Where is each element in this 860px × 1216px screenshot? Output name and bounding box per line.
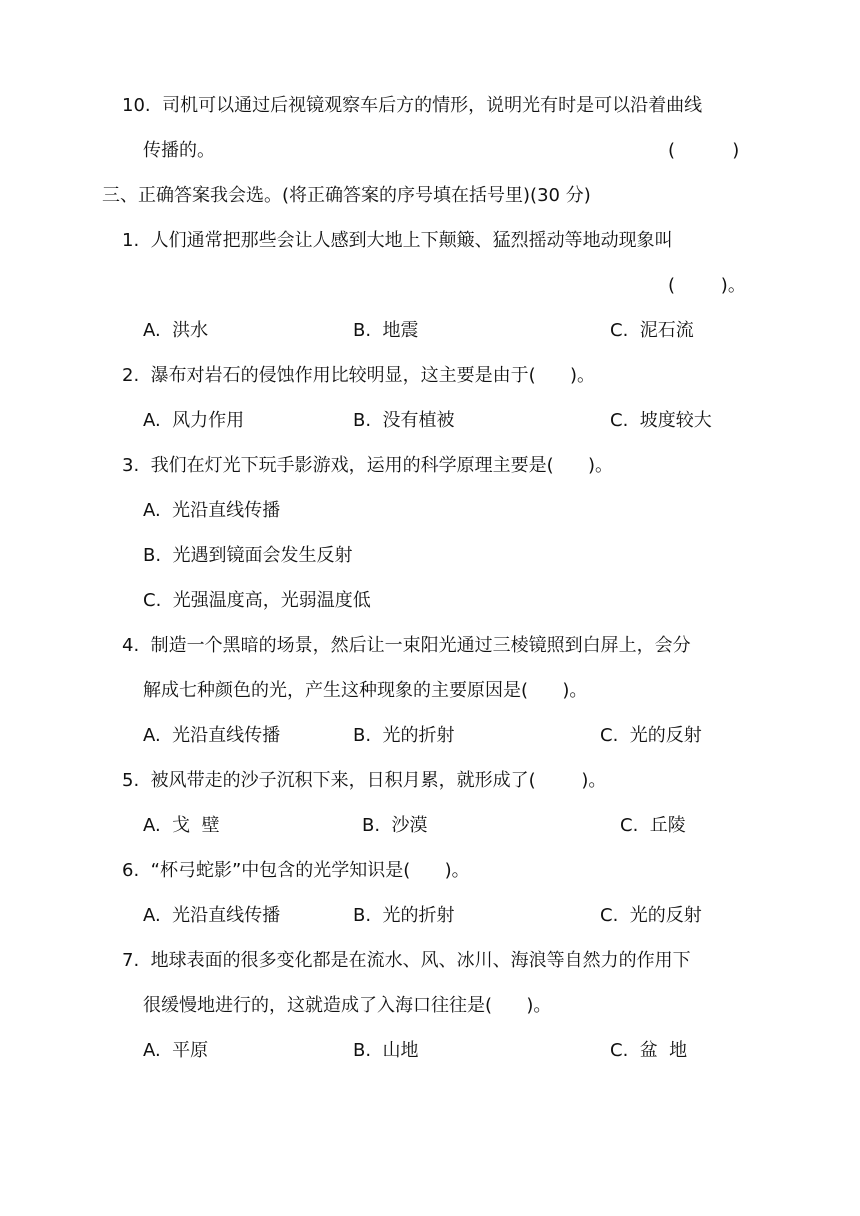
q7-option-a[interactable]: A. 平原: [143, 1040, 209, 1061]
q10-stem-line1: 10. 司机可以通过后视镜观察车后方的情形，说明光有时是可以沿着曲线: [122, 95, 703, 116]
q6-option-c[interactable]: C. 光的反射: [600, 905, 702, 926]
q7-stem-line1: 7. 地球表面的很多变化都是在流水、风、冰川、海浪等自然力的作用下: [122, 950, 691, 971]
q6-option-b[interactable]: B. 光的折射: [353, 905, 455, 926]
q2-option-c[interactable]: C. 坡度较大: [610, 410, 712, 431]
q10-answer-paren[interactable]: ( ): [668, 140, 740, 161]
q1-stem: 1. 人们通常把那些会让人感到大地上下颠簸、猛烈摇动等地动现象叫: [122, 230, 673, 251]
q2-option-a[interactable]: A. 风力作用: [143, 410, 245, 431]
q2-option-b[interactable]: B. 没有植被: [353, 410, 455, 431]
q4-stem-line2: 解成七种颜色的光，产生这种现象的主要原因是( )。: [143, 680, 588, 701]
q6-option-a[interactable]: A. 光沿直线传播: [143, 905, 281, 926]
q5-stem: 5. 被风带走的沙子沉积下来，日积月累，就形成了( )。: [122, 770, 607, 791]
q7-option-b[interactable]: B. 山地: [353, 1040, 419, 1061]
q1-option-c[interactable]: C. 泥石流: [610, 320, 694, 341]
q4-option-c[interactable]: C. 光的反射: [600, 725, 702, 746]
q7-option-c[interactable]: C. 盆 地: [610, 1040, 688, 1061]
q7-stem-line2: 很缓慢地进行的，这就造成了入海口往往是( )。: [143, 995, 552, 1016]
q4-option-a[interactable]: A. 光沿直线传播: [143, 725, 281, 746]
q2-stem: 2. 瀑布对岩石的侵蚀作用比较明显，这主要是由于( )。: [122, 365, 595, 386]
q4-option-b[interactable]: B. 光的折射: [353, 725, 455, 746]
q3-stem: 3. 我们在灯光下玩手影游戏，运用的科学原理主要是( )。: [122, 455, 613, 476]
q4-stem-line1: 4. 制造一个黑暗的场景，然后让一束阳光通过三棱镜照到白屏上，会分: [122, 635, 691, 656]
q5-option-a[interactable]: A. 戈 壁: [143, 815, 220, 836]
q6-stem: 6. “杯弓蛇影”中包含的光学知识是( )。: [122, 860, 470, 881]
q1-option-a[interactable]: A. 洪水: [143, 320, 209, 341]
q5-option-b[interactable]: B. 沙漠: [362, 815, 428, 836]
q1-option-b[interactable]: B. 地震: [353, 320, 419, 341]
q10-stem-line2: 传播的。: [143, 140, 215, 161]
section-heading: 三、正确答案我会选。(将正确答案的序号填在括号里)(30 分): [102, 185, 591, 206]
q3-option-c[interactable]: C. 光强温度高，光弱温度低: [143, 590, 371, 611]
q3-option-a[interactable]: A. 光沿直线传播: [143, 500, 281, 521]
q3-option-b[interactable]: B. 光遇到镜面会发生反射: [143, 545, 353, 566]
q1-answer-paren[interactable]: ( )。: [668, 275, 746, 296]
q5-option-c[interactable]: C. 丘陵: [620, 815, 686, 836]
